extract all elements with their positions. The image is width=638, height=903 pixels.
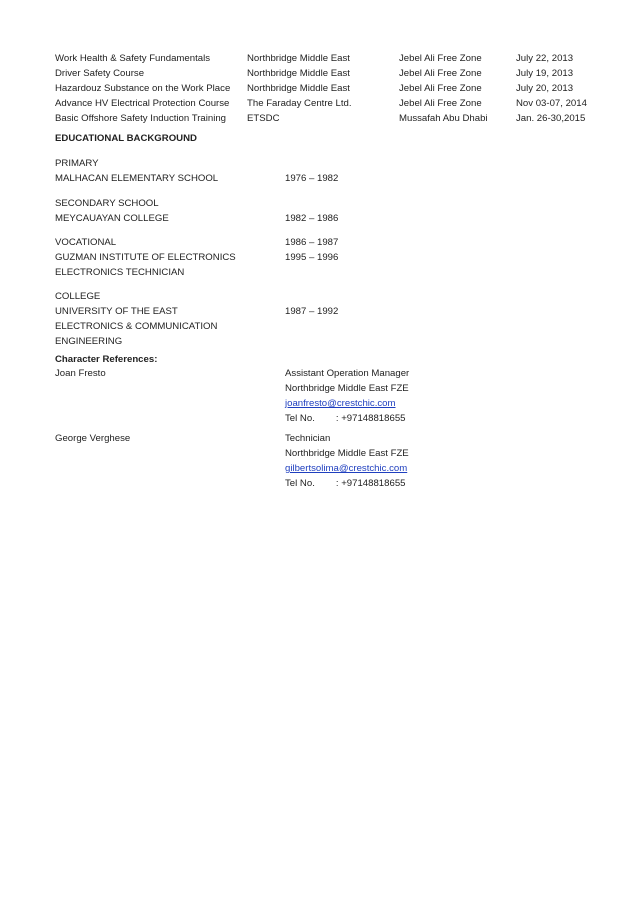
- reference-company: Northbridge Middle East FZE: [285, 448, 409, 459]
- reference-tel-label: Tel No.: [285, 413, 315, 424]
- education-school: GUZMAN INSTITUTE OF ELECTRONICS: [55, 252, 236, 263]
- education-years: 1982 – 1986: [285, 213, 339, 224]
- training-provider: Northbridge Middle East: [247, 68, 350, 79]
- education-years: 1986 – 1987: [285, 237, 339, 248]
- education-level-line: [55, 235, 455, 250]
- training-course: Hazardouz Substance on the Work Place: [55, 83, 231, 94]
- education-course: ENGINEERING: [55, 336, 123, 347]
- education-school-line: [55, 250, 455, 265]
- training-course: Advance HV Electrical Protection Course: [55, 98, 230, 109]
- reference-tel-label: Tel No.: [285, 478, 315, 489]
- education-level: COLLEGE: [55, 291, 101, 302]
- training-date: July 22, 2013: [516, 53, 574, 64]
- training-date: Jan. 26-30,2015: [516, 113, 586, 124]
- education-heading: EDUCATIONAL BACKGROUND: [55, 133, 197, 144]
- training-provider: ETSDC: [247, 113, 280, 124]
- training-location: Jebel Ali Free Zone: [399, 53, 482, 64]
- training-location: Jebel Ali Free Zone: [399, 83, 482, 94]
- training-date: Nov 03-07, 2014: [516, 98, 587, 109]
- education-years: 1995 – 1996: [285, 252, 339, 263]
- training-location: Jebel Ali Free Zone: [399, 98, 482, 109]
- training-row: [55, 51, 615, 66]
- references-heading: Character References:: [55, 354, 158, 365]
- reference-tel-line: [285, 411, 409, 426]
- reference-name: George Verghese: [55, 433, 131, 444]
- training-provider: Northbridge Middle East: [247, 53, 350, 64]
- reference-tel: : +97148818655: [335, 478, 406, 489]
- education-course: ELECTRONICS & COMMUNICATION: [55, 321, 218, 332]
- reference-name: Joan Fresto: [55, 368, 106, 379]
- education-school-line: [55, 211, 455, 226]
- reference-tel-line: [285, 476, 409, 491]
- training-row: [55, 111, 615, 126]
- reference-details: [285, 431, 409, 491]
- training-row: [55, 96, 615, 111]
- education-school-line: [55, 304, 455, 319]
- education-years: 1987 – 1992: [285, 306, 339, 317]
- education-college: [55, 289, 455, 349]
- training-course: Work Health & Safety Fundamentals: [55, 53, 210, 64]
- reference-title: Technician: [285, 433, 331, 444]
- education-vocational: [55, 235, 455, 280]
- reference-title: Assistant Operation Manager: [285, 368, 410, 379]
- education-school: UNIVERSITY OF THE EAST: [55, 306, 178, 317]
- training-course: Basic Offshore Safety Induction Training: [55, 113, 227, 124]
- reference-email-link[interactable]: joanfresto@crestchic.com: [285, 398, 396, 409]
- education-school: MALHACAN ELEMENTARY SCHOOL: [55, 173, 219, 184]
- training-course: Driver Safety Course: [55, 68, 145, 79]
- education-secondary: [55, 196, 455, 226]
- reference-email-link[interactable]: gilbertsolima@crestchic.com: [285, 463, 408, 474]
- education-years: 1976 – 1982: [285, 173, 339, 184]
- training-location: Jebel Ali Free Zone: [399, 68, 482, 79]
- training-date: July 19, 2013: [516, 68, 574, 79]
- training-row: [55, 66, 615, 81]
- reference-company: Northbridge Middle East FZE: [285, 383, 409, 394]
- trainings-table: [55, 51, 615, 126]
- education-level: VOCATIONAL: [55, 237, 117, 248]
- training-row: [55, 81, 615, 96]
- education-course: ELECTRONICS TECHNICIAN: [55, 267, 185, 278]
- training-provider: Northbridge Middle East: [247, 83, 350, 94]
- education-primary: [55, 156, 455, 186]
- education-level: SECONDARY SCHOOL: [55, 198, 159, 209]
- training-location: Mussafah Abu Dhabi: [399, 113, 488, 124]
- training-provider: The Faraday Centre Ltd.: [247, 98, 352, 109]
- education-level: PRIMARY: [55, 158, 99, 169]
- reference-details: [285, 366, 409, 426]
- education-school-line: [55, 171, 455, 186]
- education-school: MEYCAUAYAN COLLEGE: [55, 213, 169, 224]
- training-date: July 20, 2013: [516, 83, 574, 94]
- reference-tel: : +97148818655: [335, 413, 406, 424]
